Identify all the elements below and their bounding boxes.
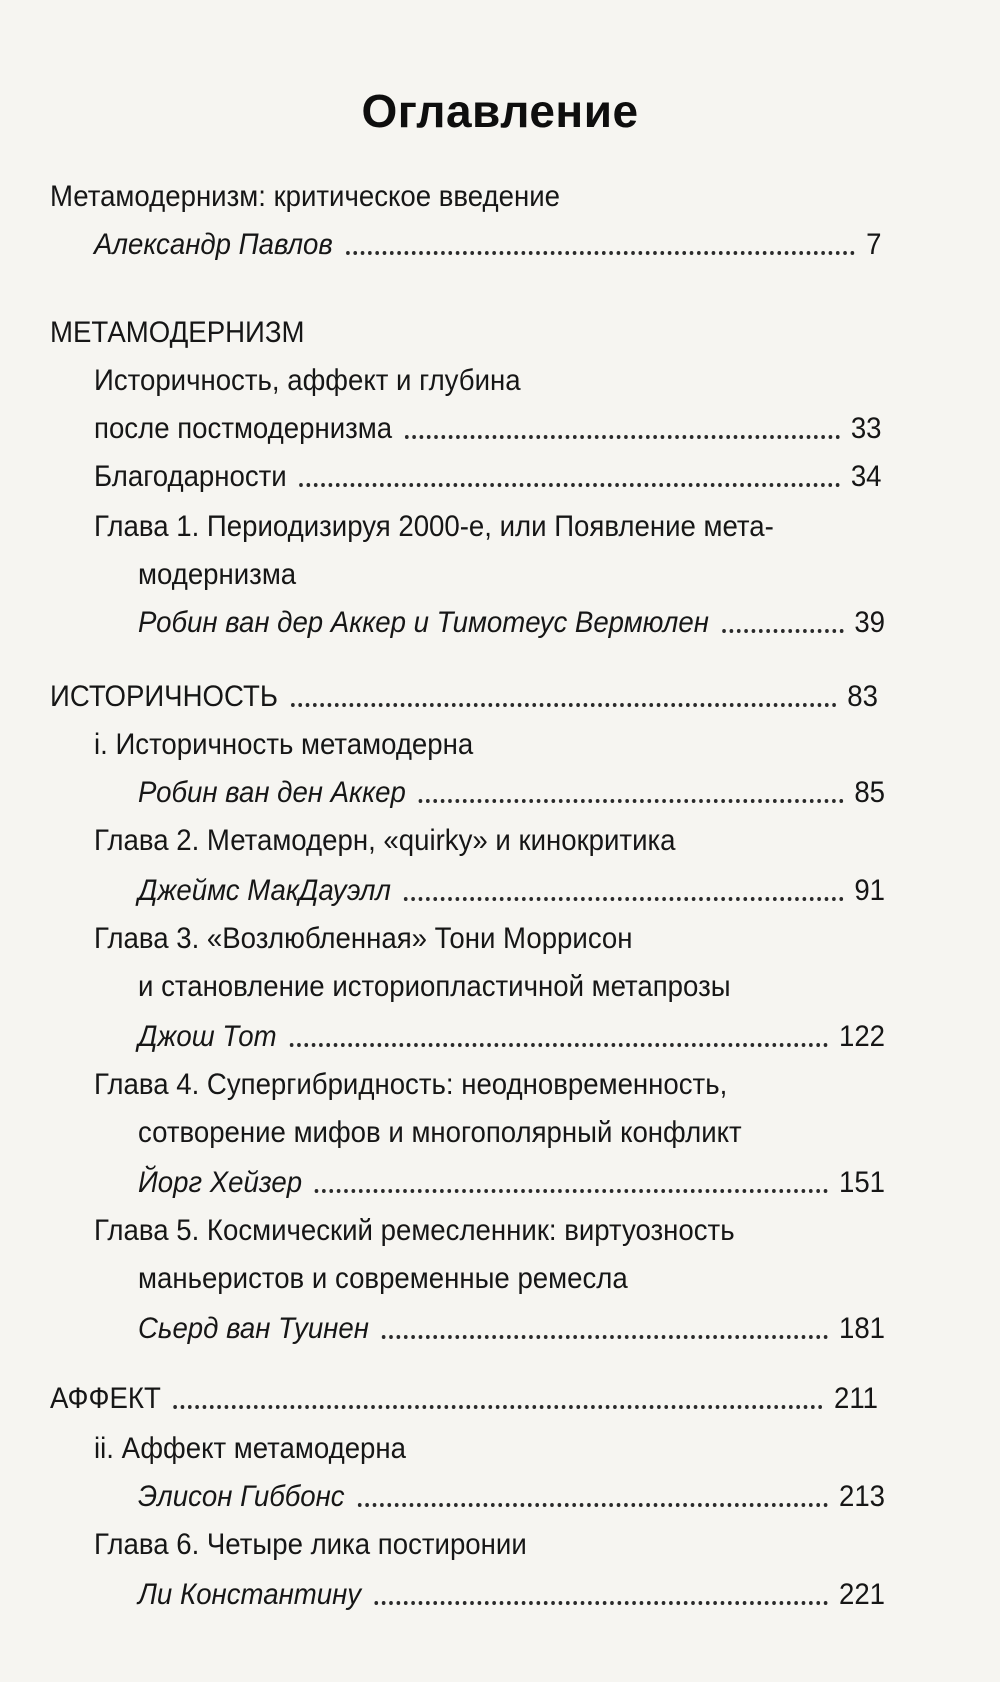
toc-entry-author: Йорг Хейзер [138, 1166, 303, 1199]
toc-entry-title: и становление историопластичной метапрозы [138, 970, 731, 1003]
toc-entry-author: Александр Павлов [94, 228, 333, 261]
toc-entry-title: Благодарности [94, 460, 287, 493]
page-number: 7 [866, 228, 882, 261]
toc-entry-intro-heading[interactable] [50, 178, 878, 216]
toc-entry-author: Элисон Гиббонс [138, 1480, 345, 1513]
toc-entry-title: Глава 4. Супергибридность: неодновременность, [94, 1068, 728, 1101]
toc-entry-title: Глава 3. «Возлюбленная» Тони Моррисон [94, 922, 633, 955]
toc-entry-title: Глава 1. Периодизируя 2000-е, или Появление мета- [94, 510, 774, 543]
toc-entry-author: Джеймс МакДауэлл [138, 874, 391, 907]
page-number: 91 [854, 874, 886, 907]
toc-entry-ch5-line2[interactable] [138, 1260, 885, 1298]
toc-entry-ii-author[interactable] [138, 1478, 885, 1516]
toc-entry-ch6-author[interactable] [138, 1576, 885, 1614]
toc-entry-title: Метамодернизм: критическое введение [50, 180, 560, 213]
leader-dots [419, 799, 844, 803]
section-heading: АФФЕКТ [50, 1382, 161, 1415]
toc-entry-ch4-line1[interactable] [94, 1066, 882, 1104]
page-number: 33 [850, 412, 882, 445]
leader-dots [346, 251, 855, 255]
toc-entry-essay-line1[interactable] [94, 362, 882, 400]
toc-entry-i-author[interactable] [138, 774, 885, 812]
toc-entry-author: Ли Константину [138, 1578, 362, 1611]
toc-entry-ch5-author[interactable] [138, 1310, 885, 1348]
page-number: 213 [838, 1480, 886, 1513]
leader-dots [374, 1601, 828, 1605]
toc-entry-ch4-author[interactable] [138, 1164, 885, 1202]
toc-entry-ch3-author[interactable] [138, 1018, 885, 1056]
toc-entry-ch1-author[interactable] [138, 604, 885, 642]
toc-entry-thanks[interactable] [94, 458, 882, 496]
page-number: 151 [838, 1166, 886, 1199]
toc-entry-ch1-line1[interactable] [94, 508, 882, 546]
toc-entry-ch3-line1[interactable] [94, 920, 882, 958]
page-number: 181 [838, 1312, 886, 1345]
page-number: 221 [838, 1578, 886, 1611]
toc-entry-ch2-title[interactable] [94, 822, 882, 860]
leader-dots [174, 1405, 823, 1409]
page-number: 39 [854, 606, 886, 639]
toc-entry-title: Историчность, аффект и глубина [94, 364, 521, 397]
leader-dots [300, 483, 840, 487]
leader-dots [357, 1503, 827, 1507]
leader-dots [405, 435, 840, 439]
page-title: Оглавление [361, 85, 639, 137]
toc-entry-ch5-line1[interactable] [94, 1212, 882, 1250]
toc-entry-title: модернизма [138, 558, 297, 591]
toc-entry-ii-title[interactable] [94, 1430, 882, 1468]
toc-entry-title: маньеристов и современные ремесла [138, 1262, 628, 1295]
leader-dots [404, 897, 843, 901]
page-number: 211 [833, 1382, 878, 1415]
toc-section-metamodernism[interactable] [50, 314, 878, 352]
leader-dots [315, 1189, 828, 1193]
toc-section-affect[interactable] [50, 1380, 878, 1418]
section-heading: МЕТАМОДЕРНИЗМ [50, 316, 305, 349]
leader-dots [382, 1335, 828, 1339]
toc-entry-title: после постмодернизма [94, 412, 393, 445]
toc-entry-ch4-line2[interactable] [138, 1114, 885, 1152]
toc-entry-author: Сьерд ван Туинен [138, 1312, 369, 1345]
leader-dots [722, 629, 844, 633]
leader-dots [291, 703, 836, 707]
toc-entry-title: ii. Аффект метамодерна [94, 1432, 406, 1465]
toc-entry-ch2-author[interactable] [138, 872, 885, 910]
toc-entry-author: Джош Тот [138, 1020, 277, 1053]
toc-entry-essay-line2[interactable] [94, 410, 882, 448]
page-number: 83 [847, 680, 878, 713]
toc-entry-ch1-line2[interactable] [138, 556, 885, 594]
toc-entry-intro-author[interactable] [94, 226, 882, 264]
toc-section-historicity[interactable] [50, 678, 878, 716]
toc-entry-title: i. Историчность метамодерна [94, 728, 474, 761]
page-number: 85 [854, 776, 886, 809]
section-heading: ИСТОРИЧНОСТЬ [50, 680, 278, 713]
toc-entry-title: Глава 2. Метамодерн, «quirky» и кинокритика [94, 824, 676, 857]
toc-entry-ch3-line2[interactable] [138, 968, 885, 1006]
toc-entry-i-title[interactable] [94, 726, 882, 764]
toc-entry-title: сотворение мифов и многополярный конфликт [138, 1116, 742, 1149]
toc-entry-author: Робин ван дер Аккер и Тимотеус Вермюлен [138, 606, 709, 639]
toc-entry-title: Глава 5. Космический ремесленник: виртуозность [94, 1214, 735, 1247]
toc-entry-title: Глава 6. Четыре лика постиронии [94, 1528, 527, 1561]
leader-dots [290, 1043, 828, 1047]
toc-entry-ch6-title[interactable] [94, 1526, 882, 1564]
page-number: 122 [838, 1020, 886, 1053]
toc-entry-author: Робин ван ден Аккер [138, 776, 406, 809]
page-number: 34 [850, 460, 882, 493]
